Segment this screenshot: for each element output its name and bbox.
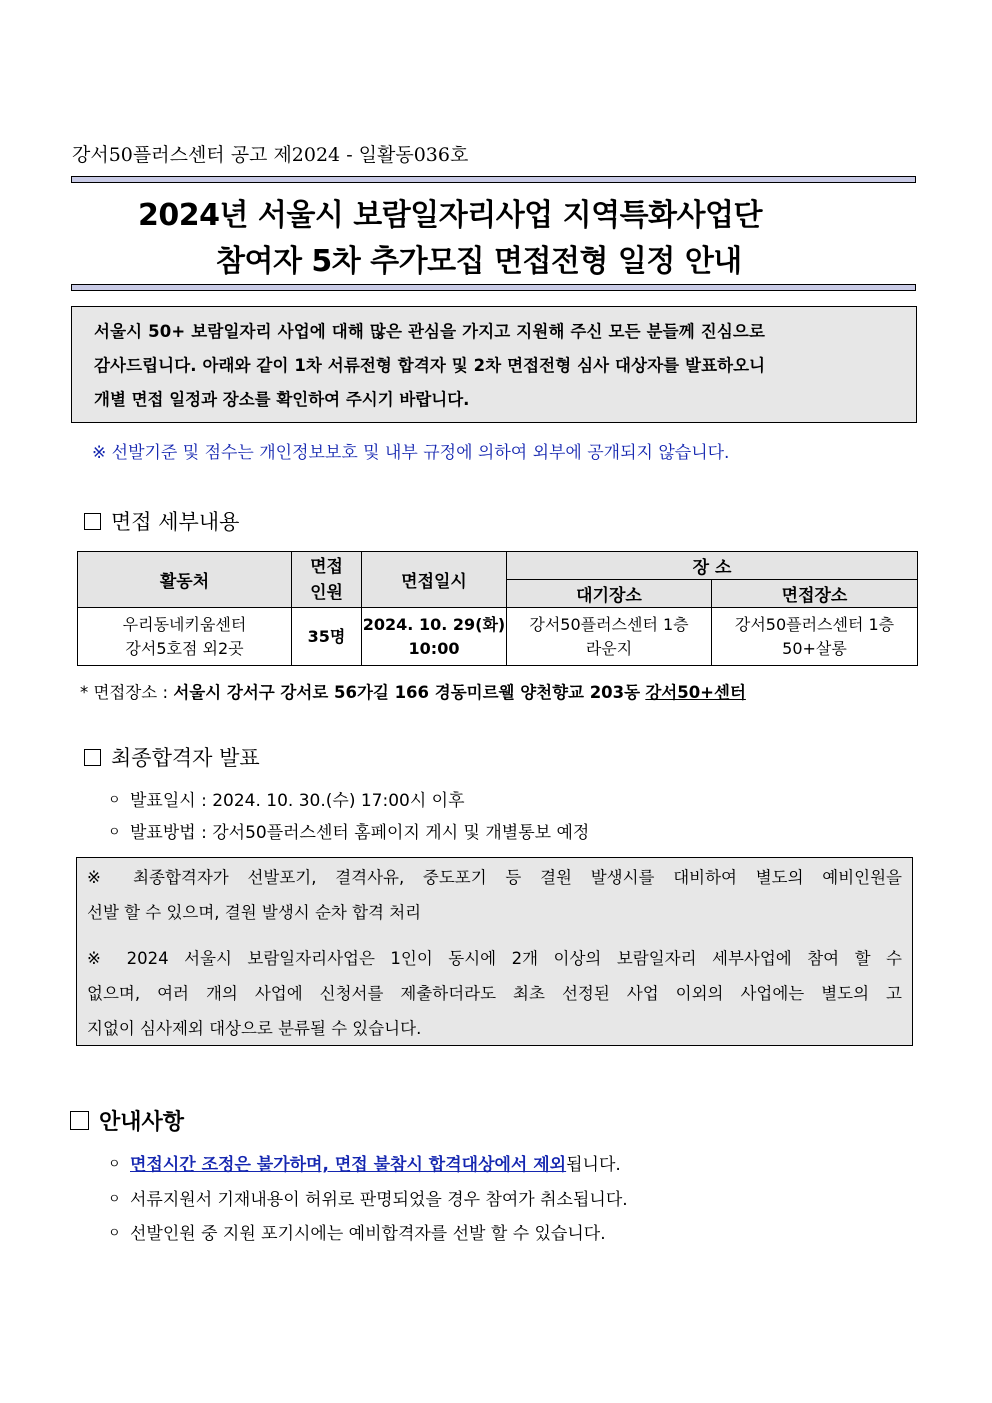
note-line: 지없이 심사제외 대상으로 분류될 수 있습니다. <box>87 1019 422 1038</box>
header-datetime: 면접일시 <box>362 552 507 608</box>
notes-box <box>76 857 913 1046</box>
venue-address: 서울시 강서구 강서로 56가길 166 경동미르웰 양천향교 203동 <box>173 683 641 702</box>
cell-waiting-line2: 라운지 <box>585 638 633 658</box>
header-room: 면접장소 <box>712 580 918 608</box>
intro-line: 서울시 50+ 보람일자리 사업에 대해 많은 관심을 가지고 지원해 주신 모든 분들께 진심으로 <box>94 322 766 341</box>
list-item <box>108 786 465 811</box>
header-place: 장 소 <box>507 552 918 580</box>
list-item <box>108 1150 621 1175</box>
section-title: 면접 세부내용 <box>111 510 240 534</box>
circle-bullet-icon: ㅇ <box>108 1157 121 1172</box>
circle-bullet-icon: ㅇ <box>108 793 121 808</box>
header-org: 활동처 <box>78 552 292 608</box>
list-item-emphasis: 면접시간 조정은 불가하며, 면접 불참시 합격대상에서 제외 <box>130 1155 567 1175</box>
header-count-line1: 면접 <box>310 556 343 577</box>
cell-org-line2: 강서5호점 외2곳 <box>125 638 244 658</box>
list-item <box>108 1219 606 1244</box>
list-item-text: 발표방법 : 강서50플러스센터 홈페이지 게시 및 개별통보 예정 <box>130 823 590 843</box>
cell-date: 2024. 10. 29(화) <box>362 614 506 634</box>
venue-line <box>80 679 746 703</box>
note-line: 없으며, 여러 개의 사업에 신청서를 제출하더라도 최초 선정된 사업 이외의 사업에는 별도의 고 <box>87 984 902 1003</box>
empty-square-icon <box>70 1111 89 1130</box>
cell-waiting-line1: 강서50플러스센터 1층 <box>529 614 689 634</box>
list-item <box>108 818 589 843</box>
note-line: ※ 2024 서울시 보람일자리사업은 1인이 동시에 2개 이상의 보람일자리 세부사업에 참여 할 수 <box>87 949 902 968</box>
cell-count: 35명 <box>292 608 362 666</box>
section-title: 안내사항 <box>99 1110 185 1135</box>
list-item-text: 됩니다. <box>566 1155 621 1175</box>
intro-line: 감사드립니다. 아래와 같이 1차 서류전형 합격자 및 2차 면접전형 심사 대상자를 발표하오니 <box>94 356 766 375</box>
section-info-heading <box>70 1105 184 1136</box>
cell-org-line1: 우리동네키움센터 <box>122 614 247 634</box>
table-row <box>78 608 918 666</box>
title-bottom-bar <box>71 284 916 291</box>
list-item-text: 선발인원 중 지원 포기시에는 예비합격자를 선발 할 수 있습니다. <box>130 1224 606 1244</box>
page-title-line2: 참여자 5차 추가모집 면접전형 일정 안내 <box>216 244 742 279</box>
notice-number: 강서50플러스센터 공고 제2024 - 일활동036호 <box>72 144 469 166</box>
circle-bullet-icon: ㅇ <box>108 1226 121 1241</box>
cell-room <box>712 608 918 666</box>
page-title-line1: 2024년 서울시 보람일자리사업 지역특화사업단 <box>138 198 762 233</box>
empty-square-icon <box>84 749 101 766</box>
intro-line: 개별 면접 일정과 장소를 확인하여 주시기 바랍니다. <box>94 390 470 409</box>
intro-box <box>71 306 917 423</box>
section-final-heading <box>84 742 260 772</box>
cell-time: 10:00 <box>408 638 460 658</box>
empty-square-icon <box>84 513 101 530</box>
venue-label: * 면접장소 : <box>80 683 169 702</box>
interview-table <box>77 551 918 666</box>
cell-org <box>78 608 292 666</box>
circle-bullet-icon: ㅇ <box>108 825 121 840</box>
header-waiting: 대기장소 <box>507 580 712 608</box>
note-line: 선발 할 수 있으며, 결원 발생시 순차 합격 처리 <box>87 903 422 922</box>
header-count <box>292 552 362 608</box>
circle-bullet-icon: ㅇ <box>108 1192 121 1207</box>
section-title: 최종합격자 발표 <box>111 746 260 770</box>
list-item <box>108 1185 628 1210</box>
cell-datetime <box>362 608 507 666</box>
cell-room-line2: 50+살롱 <box>782 638 847 658</box>
note-line: ※ 최종합격자가 선발포기, 결격사유, 중도포기 등 결원 발생시를 대비하여 별도의 예비인원을 <box>87 868 902 887</box>
venue-name: 강서50+센터 <box>645 683 746 702</box>
cell-waiting <box>507 608 712 666</box>
cell-room-line1: 강서50플러스센터 1층 <box>734 614 895 634</box>
title-top-bar <box>71 176 916 183</box>
list-item-text: 발표일시 : 2024. 10. 30.(수) 17:00시 이후 <box>130 791 465 811</box>
privacy-note: ※ 선발기준 및 점수는 개인정보보호 및 내부 규정에 의하여 외부에 공개되지 않습니다. <box>92 443 730 463</box>
header-count-line2: 인원 <box>310 582 343 603</box>
list-item-text: 서류지원서 기재내용이 허위로 판명되었을 경우 참여가 취소됩니다. <box>130 1190 628 1210</box>
section-interview-heading <box>84 506 239 536</box>
